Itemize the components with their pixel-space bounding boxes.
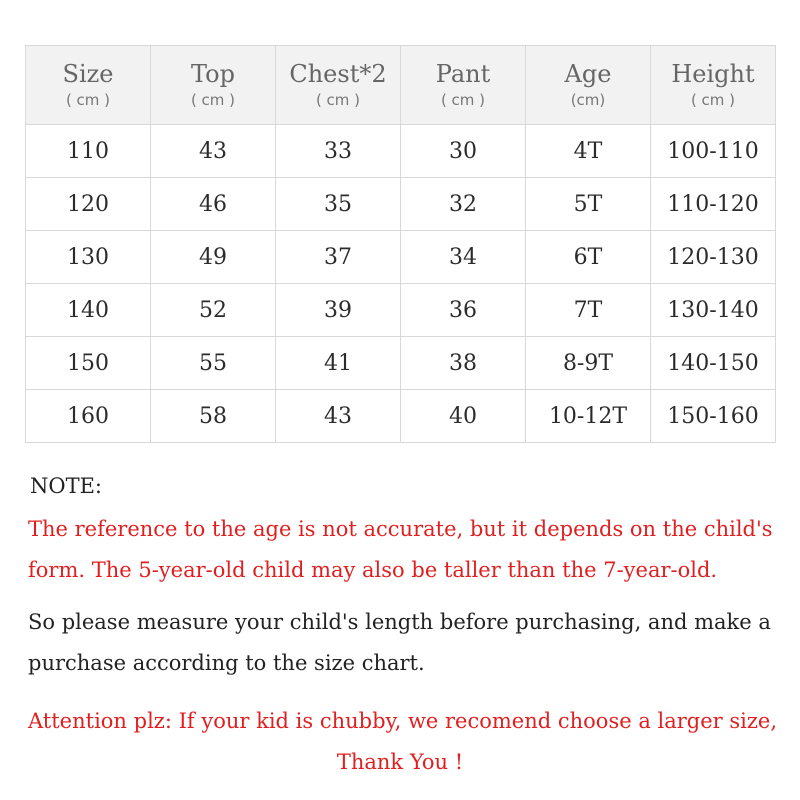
cell-chest: 43	[276, 390, 401, 443]
header-age	[526, 46, 651, 125]
header-size	[26, 46, 151, 125]
cell-height: 100-110	[651, 125, 776, 178]
cell-height: 140-150	[651, 337, 776, 390]
cell-pant: 30	[401, 125, 526, 178]
cell-size: 140	[26, 284, 151, 337]
cell-size: 110	[26, 125, 151, 178]
cell-age: 6T	[526, 231, 651, 284]
cell-age: 5T	[526, 178, 651, 231]
cell-top: 55	[151, 337, 276, 390]
cell-height: 150-160	[651, 390, 776, 443]
age-disclaimer-line-1: The reference to the age is not accurate, but it depends on the child's	[28, 517, 773, 541]
cell-size: 120	[26, 178, 151, 231]
header-name: Pant	[435, 60, 491, 88]
cell-chest: 35	[276, 178, 401, 231]
cell-height: 120-130	[651, 231, 776, 284]
cell-age: 8-9T	[526, 337, 651, 390]
cell-top: 43	[151, 125, 276, 178]
table-header-row	[26, 46, 776, 125]
table-row	[26, 284, 776, 337]
table-row	[26, 125, 776, 178]
measure-advice-line-1: So please measure your child's length before purchasing, and make a	[28, 610, 771, 634]
note-heading: NOTE:	[30, 474, 103, 498]
header-unit: (cm)	[570, 91, 606, 109]
cell-chest: 33	[276, 125, 401, 178]
cell-top: 58	[151, 390, 276, 443]
cell-top: 49	[151, 231, 276, 284]
cell-chest: 39	[276, 284, 401, 337]
header-unit: ( cm )	[440, 91, 486, 109]
cell-age: 10-12T	[526, 390, 651, 443]
header-unit: ( cm )	[315, 91, 361, 109]
cell-top: 46	[151, 178, 276, 231]
table-row	[26, 231, 776, 284]
table-row	[26, 390, 776, 443]
cell-pant: 34	[401, 231, 526, 284]
measure-advice	[28, 602, 788, 684]
header-name: Top	[191, 60, 235, 88]
cell-pant: 40	[401, 390, 526, 443]
cell-pant: 36	[401, 284, 526, 337]
cell-pant: 32	[401, 178, 526, 231]
size-chart-table	[25, 45, 776, 443]
table-row	[26, 178, 776, 231]
age-disclaimer-line-2: form. The 5-year-old child may also be taller than the 7-year-old.	[28, 558, 718, 582]
header-unit: ( cm )	[690, 91, 736, 109]
header-name: Chest*2	[289, 60, 387, 88]
header-pant	[401, 46, 526, 125]
cell-age: 7T	[526, 284, 651, 337]
cell-chest: 37	[276, 231, 401, 284]
cell-age: 4T	[526, 125, 651, 178]
cell-top: 52	[151, 284, 276, 337]
header-unit: ( cm )	[65, 91, 111, 109]
cell-height: 130-140	[651, 284, 776, 337]
header-chest	[276, 46, 401, 125]
attention-note: Attention plz: If your kid is chubby, we recomend choose a larger size,	[28, 709, 778, 733]
header-unit: ( cm )	[190, 91, 236, 109]
measure-advice-line-2: purchase according to the size chart.	[28, 651, 425, 675]
header-name: Size	[62, 60, 114, 88]
cell-size: 130	[26, 231, 151, 284]
header-name: Height	[671, 60, 755, 88]
header-name: Age	[564, 60, 612, 88]
table-row	[26, 337, 776, 390]
age-disclaimer	[28, 509, 788, 591]
cell-pant: 38	[401, 337, 526, 390]
thank-you-text: Thank You !	[336, 750, 464, 774]
cell-size: 160	[26, 390, 151, 443]
cell-chest: 41	[276, 337, 401, 390]
cell-height: 110-120	[651, 178, 776, 231]
header-height	[651, 46, 776, 125]
header-top	[151, 46, 276, 125]
cell-size: 150	[26, 337, 151, 390]
